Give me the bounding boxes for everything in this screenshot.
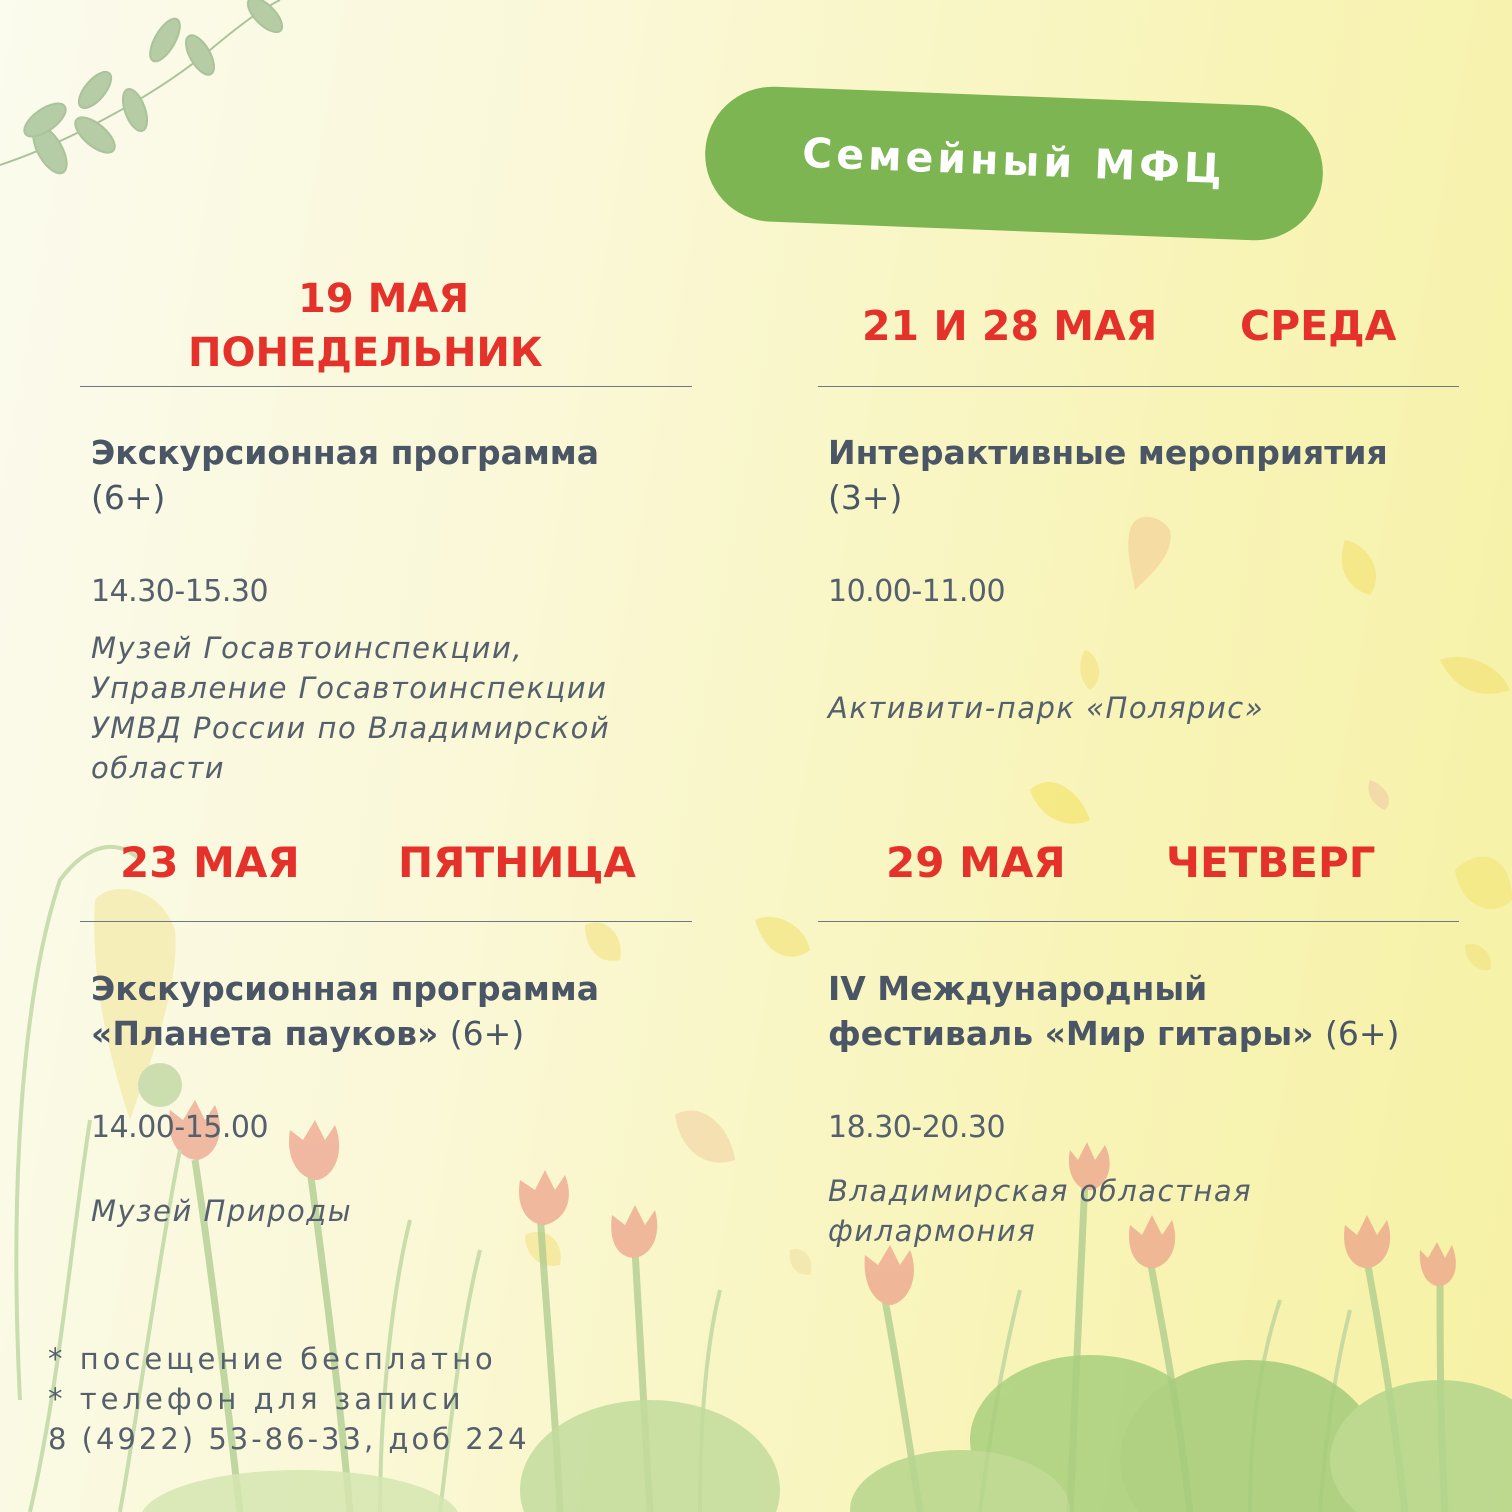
place-line: Музей Природы bbox=[91, 1194, 353, 1228]
event-title bbox=[91, 430, 721, 520]
event-title bbox=[828, 966, 1488, 1056]
event-date: 29 МАЯ bbox=[886, 838, 1066, 887]
event-place bbox=[828, 1171, 1252, 1251]
event-place bbox=[91, 628, 610, 788]
phone-note: * телефон для записи bbox=[48, 1382, 465, 1416]
badge-label: Семейный МФЦ bbox=[801, 128, 1227, 193]
event-title bbox=[828, 430, 1488, 520]
event-title-text: Экскурсионная программа bbox=[91, 969, 600, 1008]
event-title bbox=[91, 966, 721, 1056]
event-date: 19 МАЯ bbox=[298, 276, 470, 322]
place-line: филармония bbox=[828, 1214, 1037, 1248]
event-time: 18.30-20.30 bbox=[828, 1110, 1006, 1145]
event-place bbox=[91, 1191, 352, 1231]
place-line: Музей Госавтоинспекции, bbox=[91, 631, 524, 665]
place-line: Владимирская областная bbox=[828, 1174, 1253, 1208]
place-line: области bbox=[91, 751, 226, 785]
event-weekday: СРЕДА bbox=[1240, 302, 1397, 350]
event-time: 10.00-11.00 bbox=[828, 574, 1006, 609]
event-time: 14.00-15.00 bbox=[91, 1110, 269, 1145]
place-line: УМВД России по Владимирской bbox=[91, 711, 611, 745]
event-weekday: ПОНЕДЕЛЬНИК bbox=[188, 330, 543, 376]
place-line: Управление Госавтоинспекции bbox=[91, 671, 608, 705]
age-rating: (3+) bbox=[828, 478, 903, 517]
event-time: 14.30-15.30 bbox=[91, 574, 269, 609]
age-rating: (6+) bbox=[91, 478, 166, 517]
event-place bbox=[828, 688, 1264, 728]
event-date: 23 МАЯ bbox=[120, 838, 300, 887]
event-weekday: ЧЕТВЕРГ bbox=[1166, 838, 1376, 887]
event-date: 21 И 28 МАЯ bbox=[862, 302, 1158, 350]
divider bbox=[818, 386, 1459, 387]
event-title-text: «Планета пауков» bbox=[91, 1014, 439, 1053]
age-rating: (6+) bbox=[449, 1014, 525, 1053]
event-title-text: Экскурсионная программа bbox=[91, 433, 600, 472]
falling-petals-icon bbox=[525, 517, 1512, 1275]
place-line: Активити-парк «Полярис» bbox=[828, 691, 1265, 725]
divider bbox=[80, 921, 692, 922]
leaf-branch-icon bbox=[0, 0, 288, 179]
phone-number: 8 (4922) 53-86-33, доб 224 bbox=[48, 1422, 530, 1456]
divider bbox=[818, 921, 1459, 922]
event-title-text: фестиваль «Мир гитары» bbox=[828, 1014, 1314, 1053]
event-title-text: IV Международный bbox=[828, 969, 1208, 1008]
age-rating: (6+) bbox=[1325, 1014, 1400, 1053]
event-title-text: Интерактивные мероприятия bbox=[828, 433, 1388, 472]
divider bbox=[80, 386, 692, 387]
free-visit-note: * посещение бесплатно bbox=[48, 1342, 497, 1376]
event-weekday: ПЯТНИЦА bbox=[398, 838, 636, 887]
title-badge bbox=[703, 84, 1326, 243]
